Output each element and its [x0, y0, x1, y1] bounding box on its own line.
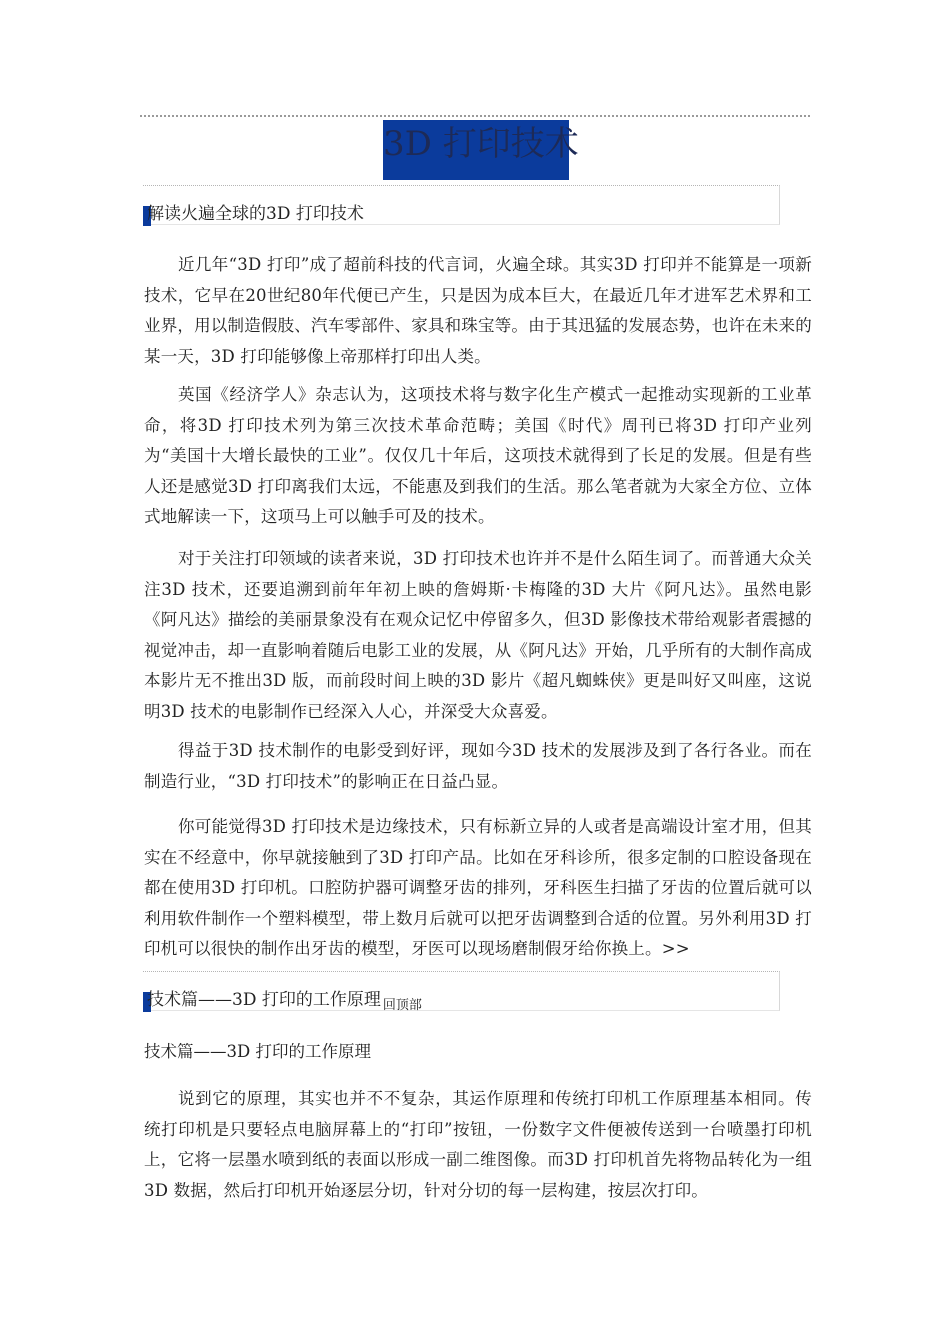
subheading: 技术篇——3D 打印的工作原理 — [144, 1042, 371, 1061]
paragraph-1: 近几年“3D 打印”成了超前科技的代言词，火遍全球。其实3D 打印并不能算是一项新技术，它早在20世纪80年代便已产生，只是因为成本巨大，在最近几年才进军艺术界和工业界，用以制造假肢、汽车零部件、家具和珠宝等。由于其迅猛的发展态势，也许在未来的某一天，3D 打印能够像上帝那样打印出人类。 — [144, 255, 812, 366]
paragraph-4: 得益于3D 技术制作的电影受到好评，现如今3D 技术的发展涉及到了各行各业。而在制造行业，“3D 打印技术”的影响正在日益凸显。 — [144, 741, 812, 791]
paragraph-2: 英国《经济学人》杂志认为，这项技术将与数字化生产模式一起推动实现新的工业革命，将3D 打印技术列为第三次技术革命范畴；美国《时代》周刊已将3D 打印产业列为“美国十大增长最快的工业”。仅仅几十年后，这项技术就得到了长足的发展。但是有些人还是感觉3D 打印离我们太远，不能惠及到我们的生活。那么笔者就为大家全方位、立体式地解读一下，这项马上可以触手可及的技术。 — [144, 385, 812, 526]
paragraph-5: 你可能觉得3D 打印技术是边缘技术，只有标新立异的人或者是高端设计室才用，但其实在不经意中，你早就接触到了3D 打印产品。比如在牙科诊所，很多定制的口腔设备现在都在使用3D 打印机。口腔防护器可调整牙齿的排列，牙科医生扫描了牙齿的位置后就可以利用软件制作一个塑料模型，带上数月后就可以把牙齿调整到合适的位置。另外利用3D 打印机可以很快的制作出牙齿的模型，牙医可以现场磨制假牙给你换上。>> — [144, 817, 812, 958]
section-title-row — [147, 988, 422, 1014]
paragraph-3: 对于关注打印领域的读者来说，3D 打印技术也许并不是什么陌生词了。而普通大众关注3D 技术，还要追溯到前年年初上映的詹姆斯·卡梅隆的3D 大片《阿凡达》。虽然电影《阿凡达》描绘的美丽景象没有在观众记忆中停留多久，但3D 影像技术带给观影者震撼的视觉冲击，却一直影响着随后电影工业的发展，从《阿凡达》开始，几乎所有的大制作高成本影片无不推出3D 版，而前段时间上映的3D 影片《超凡蜘蛛侠》更是叫好又叫座，这说明3D 技术的电影制作已经深入人心，并深受大众喜爱。 — [144, 549, 812, 721]
page-title: 3D 打印技术 — [383, 124, 579, 164]
section-title: 解读火遍全球的3D 打印技术 — [147, 204, 364, 224]
top-divider — [140, 115, 810, 117]
back-to-top-link[interactable]: 回顶部 — [382, 998, 422, 1013]
paragraph-6: 说到它的原理，其实也并不不复杂，其运作原理和传统打印机工作原理基本相同。传统打印机是只要轻点电脑屏幕上的“打印”按钮，一份数字文件便被传送到一台喷墨打印机上，它将一层墨水喷到纸的表面以形成一副二维图像。而3D 打印机首先将物品转化为一组3D 数据，然后打印机开始逐层分切，针对分切的每一层构建，按层次打印。 — [144, 1089, 812, 1200]
section-header-principle — [143, 971, 780, 1011]
section-title: 技术篇——3D 打印的工作原理 — [147, 990, 381, 1010]
section-header-intro — [143, 185, 780, 225]
